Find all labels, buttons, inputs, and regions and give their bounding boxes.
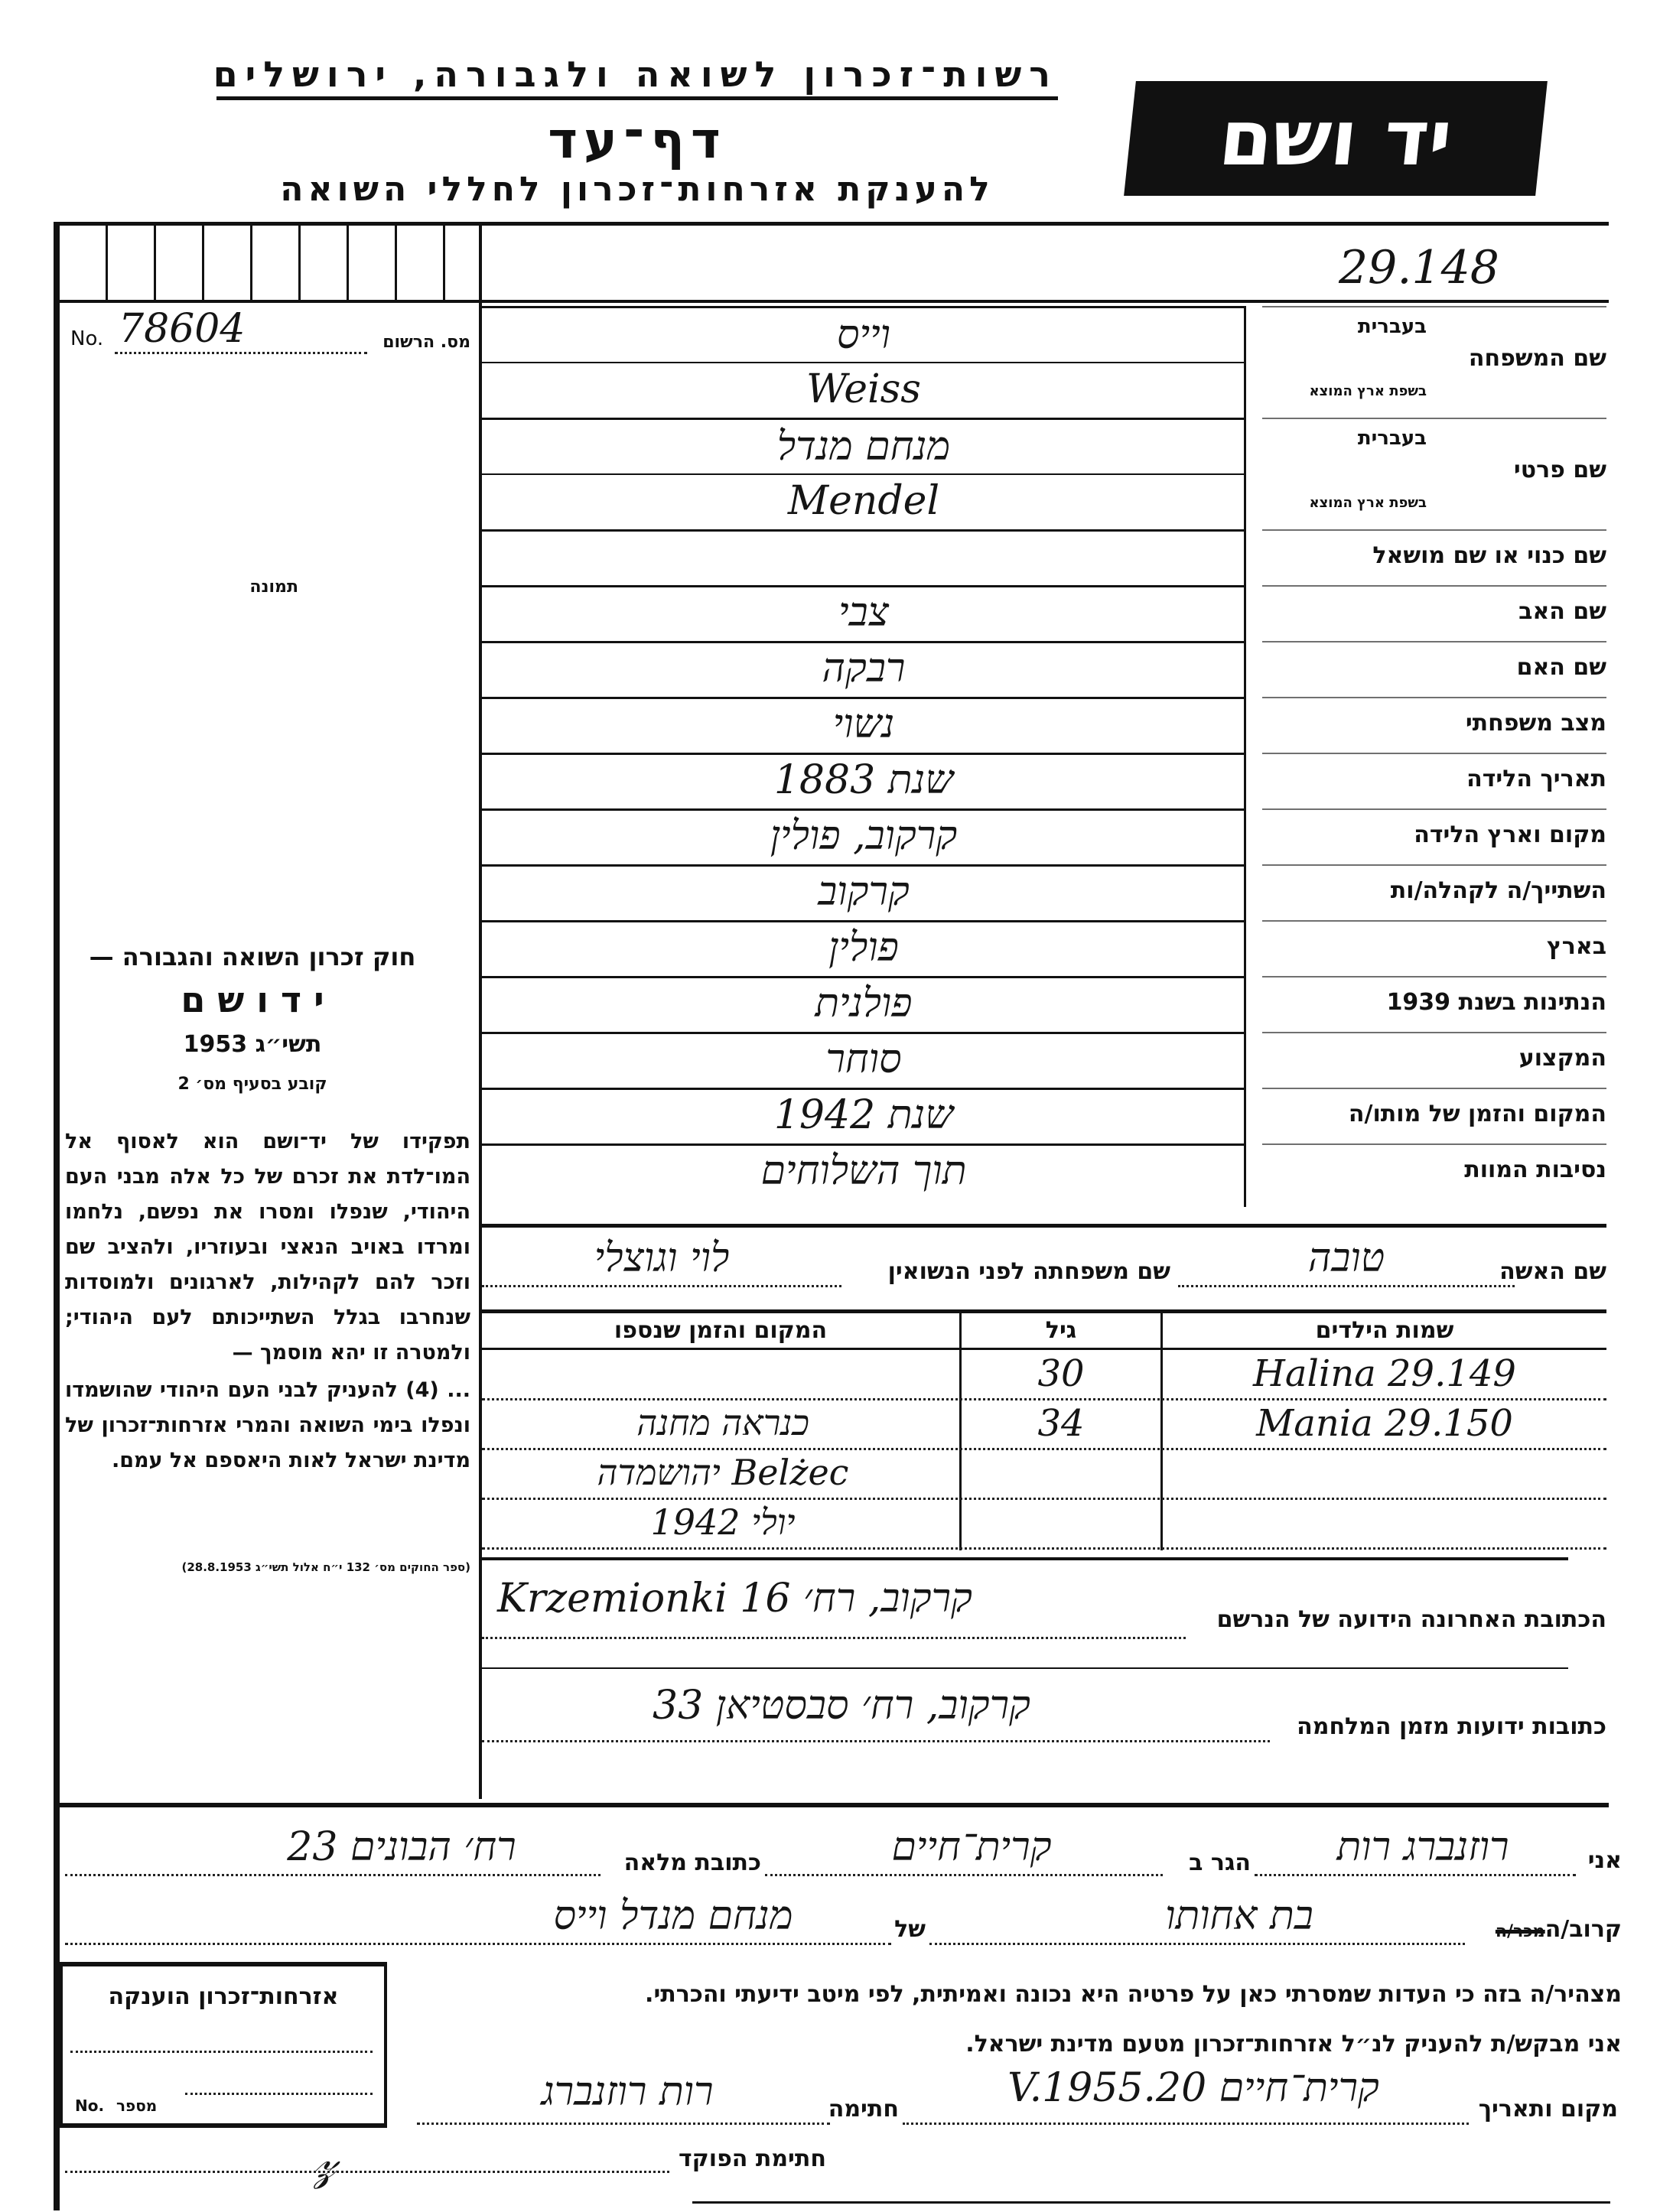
place-date-line (903, 2123, 1469, 2125)
authority-underline (216, 96, 1058, 100)
certificate-line-1 (70, 2051, 373, 2053)
field-label: שם כנוי או שם מושאל (1372, 542, 1606, 569)
label-top-line (1262, 306, 1606, 307)
label-top-line (1262, 1032, 1606, 1033)
children-header-line (482, 1348, 1606, 1350)
child-death-place: Belżec יהושמדה (597, 1452, 849, 1493)
field-mid-line (482, 473, 1245, 475)
wife-maiden-label: שם משפחתה לפני הנשואין (887, 1258, 1170, 1285)
address-divider (482, 1667, 1568, 1669)
declarant-name-line (1255, 1874, 1576, 1876)
wife-maiden-name: לוי וגוצלי (594, 1235, 730, 1281)
field-value: צבי (838, 590, 889, 636)
field-label: מצב משפחתי (1465, 709, 1606, 737)
label-top-line (1262, 808, 1606, 810)
label-top-line (1262, 1088, 1606, 1089)
registration-box-bottom (56, 300, 1609, 303)
child-name: Mania 29.150 (1256, 1402, 1513, 1445)
field-value: רבקה (822, 646, 906, 691)
field-value: תוך השלוחים (760, 1148, 967, 1194)
wife-maiden-line (482, 1285, 841, 1287)
certificate-no-label: No. (75, 2097, 105, 2115)
law-citation: (ספר החוקים מס׳ 132 י״ח אלול תשי״ג 28.8.1953) (181, 1560, 470, 1574)
page-subtitle: להענקת אזרחות־זכרון לחללי השואה (280, 170, 994, 209)
top-reference-number: 29.148 (1339, 241, 1499, 294)
field-sublabel-hebrew: בעברית (1357, 427, 1427, 450)
law-year: תשי״ג 1953 (183, 1031, 322, 1058)
authority-title: רשות־זכרון לשואה ולגבורה, ירושלים (213, 54, 1058, 95)
label-top-line (1262, 529, 1606, 531)
field-sublabel-origin: בשפת ארץ המוצא (1309, 495, 1427, 511)
place-date-label: מקום ותאריך (1478, 2096, 1618, 2123)
registration-grid (60, 226, 479, 300)
field-top-line (482, 1143, 1245, 1146)
field-top-line (482, 920, 1245, 922)
relation-line (929, 1943, 1465, 1945)
law-section: קובע בסעיף מס׳ 2 (177, 1075, 327, 1094)
children-col-divider-2 (1160, 1309, 1163, 1550)
child-name: Halina 29.149 (1253, 1352, 1516, 1395)
children-header-place: המקום והזמן שנספו (614, 1317, 828, 1344)
children-header-names: שמות הילדים (1315, 1317, 1454, 1344)
field-label: המקצוע (1518, 1044, 1606, 1072)
acquaintance-struck-text: מכר/ה (1495, 1922, 1545, 1941)
child-row-line (482, 1448, 1606, 1450)
wife-line (1178, 1285, 1515, 1287)
of-name-value: מנחם מנדל וייס (553, 1893, 793, 1939)
declarant-name: רוזנברג רות (1336, 1824, 1509, 1870)
law-paragraph-2: ... (4) להעניק לבני העם היהודי שהושמדו ונפלו בימי השואה והמרי אזרחות־זכרון של מדינת ישראל לאות היאספם אל עמם. (65, 1378, 471, 1472)
field-top-line (482, 753, 1245, 755)
officer-signature-line (65, 2171, 669, 2173)
label-top-line (1262, 641, 1606, 642)
bottom-rule (692, 2201, 1610, 2204)
place-date-value: קרית־חיים 20.V.1955 (1007, 2065, 1379, 2111)
child-death-place: יולי 1942 (650, 1501, 796, 1543)
field-top-line (482, 306, 1245, 308)
relative-label (1469, 1916, 1622, 1943)
field-sublabel-origin: בשפת ארץ המוצא (1309, 383, 1427, 399)
child-row-line (482, 1398, 1606, 1400)
signature-line (417, 2123, 830, 2125)
field-value: קרקוב (818, 869, 910, 915)
field-value: שנת 1883 (773, 757, 954, 803)
declarant-city: קרית־חיים (891, 1824, 1052, 1870)
no-label: No. (70, 327, 104, 350)
field-top-line (482, 529, 1245, 532)
field-label: שם המשפחה (1468, 345, 1606, 372)
label-top-line (1262, 920, 1606, 922)
declaration-text: מצהיר/ה בזה כי העדות שמסרתי כאן על פרטיה היא נכונה ואמיתית, לפי מיטב ידיעתי והכרתי. (645, 1981, 1622, 2008)
label-top-line (1262, 418, 1606, 419)
registration-number: 78604 (119, 306, 246, 352)
signature-label: חתימה (828, 2096, 899, 2123)
field-label: שם פרטי (1513, 457, 1606, 483)
certificate-line-2 (185, 2093, 373, 2095)
certificate-box (60, 1962, 387, 2128)
field-top-line (482, 976, 1245, 978)
officer-signature-label: חתימת הפוקד (679, 2145, 826, 2172)
declarant-signature: רות רוזנברג (541, 2069, 714, 2115)
last-address-label: הכתובת האחרונה הידועה של הנרשם (1216, 1606, 1606, 1633)
of-label: של (894, 1916, 926, 1943)
certificate-title: אזרחות־זכרון הוענקה (108, 1983, 339, 2010)
law-heading: חוק זכרון השואה והגבורה — (89, 942, 416, 971)
declarant-city-line (765, 1874, 1163, 1876)
label-top-line (1262, 585, 1606, 587)
last-address-value: Krzemionki קרקוב, רח׳ 16 (497, 1576, 972, 1622)
wife-top-line (482, 1224, 1606, 1228)
relative-label-text: קרוב/ה (1544, 1916, 1622, 1943)
photo-label: תמונה (249, 577, 298, 597)
children-bottom-line (482, 1557, 1568, 1560)
registration-label: מס. הרשום (382, 333, 470, 352)
field-value: פולנית (815, 981, 913, 1026)
label-top-line (1262, 864, 1606, 866)
field-top-line (482, 641, 1245, 643)
page-title: דף־עד (548, 111, 727, 170)
declarant-address-label: כתובת מלאה (623, 1849, 761, 1876)
frame-left-border (54, 222, 60, 2210)
label-top-line (1262, 1143, 1606, 1145)
field-label: בארץ (1546, 932, 1606, 960)
field-label: שם האם (1516, 653, 1606, 681)
request-text: אני מבקש/ת להעניק לנ״ל אזרחות־זכרון מטעם מדינת ישראל. (965, 2031, 1622, 2057)
certificate-number-label: מספר (116, 2097, 158, 2115)
field-top-line (482, 1032, 1245, 1034)
declarant-address-line (65, 1874, 601, 1876)
field-value-hebrew: מנחם מנדל (776, 424, 951, 470)
field-value: שנת 1942 (773, 1092, 954, 1138)
child-row-line (482, 1498, 1606, 1500)
label-top-line (1262, 753, 1606, 754)
field-value-origin: Mendel (787, 478, 940, 524)
children-top-line (482, 1309, 1606, 1313)
child-death-place: כנראה מחנה (636, 1402, 809, 1443)
child-age: 34 (1037, 1402, 1085, 1445)
field-label: הנתינות בשנת 1939 (1386, 988, 1606, 1016)
declarant-i-label: אני (1587, 1847, 1622, 1874)
field-value: נשוי (832, 701, 895, 747)
registration-number-line (115, 352, 367, 354)
field-value-origin: Weiss (806, 366, 921, 412)
law-name: י ד ו ש ם (181, 979, 324, 1020)
field-top-line (482, 808, 1245, 811)
field-label: נסיבות המוות (1464, 1156, 1606, 1183)
wife-label: שם האשה (1499, 1258, 1606, 1285)
field-sublabel-hebrew: בעברית (1357, 315, 1427, 338)
relation-value: בת אחותו (1165, 1893, 1313, 1939)
child-age: 30 (1037, 1352, 1085, 1395)
field-top-line (482, 585, 1245, 587)
field-top-line (482, 1088, 1245, 1090)
declarant-top-line (56, 1803, 1609, 1807)
wife-name: טובה (1307, 1235, 1385, 1281)
field-value: קרקוב, פולין (770, 813, 958, 859)
wartime-address-value: קרקוב, רח׳ סבסטיאן 33 (653, 1683, 1030, 1729)
field-label: תאריך הלידה (1466, 765, 1606, 792)
field-top-line (482, 697, 1245, 699)
label-top-line (1262, 976, 1606, 978)
children-header-age: גיל (1045, 1317, 1077, 1344)
field-top-line (482, 418, 1245, 420)
yad-vashem-logo: יד ושם (1124, 81, 1548, 196)
child-row-line (482, 1547, 1606, 1550)
wartime-address-label: כתובות ידועות מזמן המלחמה (1297, 1713, 1606, 1740)
last-address-line (482, 1637, 1186, 1639)
declarant-address: רח׳ הבונים 23 (287, 1824, 516, 1870)
field-top-line (482, 864, 1245, 867)
label-top-line (1262, 697, 1606, 698)
field-label: השתייך/ה לקהלה/ות (1390, 877, 1606, 904)
field-value-hebrew: וייס (836, 312, 891, 358)
field-value: פולין (828, 925, 899, 971)
of-name-line (65, 1943, 891, 1945)
declarant-lives-label: הגר ב (1189, 1849, 1251, 1876)
field-label: שם האב (1518, 597, 1606, 625)
field-label: מקום וארץ הלידה (1414, 821, 1606, 848)
field-label: המקום והזמן של מותו/ה (1348, 1100, 1606, 1127)
law-paragraph-1: תפקידו של יד־ושם הוא לאסוף אל המו־לדת את זכרם של כל אלה מבני העם היהודי, שנפלו ומסרו את נפשם, נלחמו ומרדו באויב הנאצי ובעוזריו, ולהציב שם וזכר להם לקהילות, לארגונים ולמוסדות שנחרבו בגלל השתייכותם לעם היהודי; ולמטרה זו יהא מוסמך — (65, 1130, 470, 1365)
field-value: סוחר (825, 1036, 902, 1082)
wartime-address-line (482, 1740, 1270, 1742)
officer-signature-mark: 𝓏 (314, 2134, 337, 2191)
field-mid-line (482, 362, 1245, 363)
